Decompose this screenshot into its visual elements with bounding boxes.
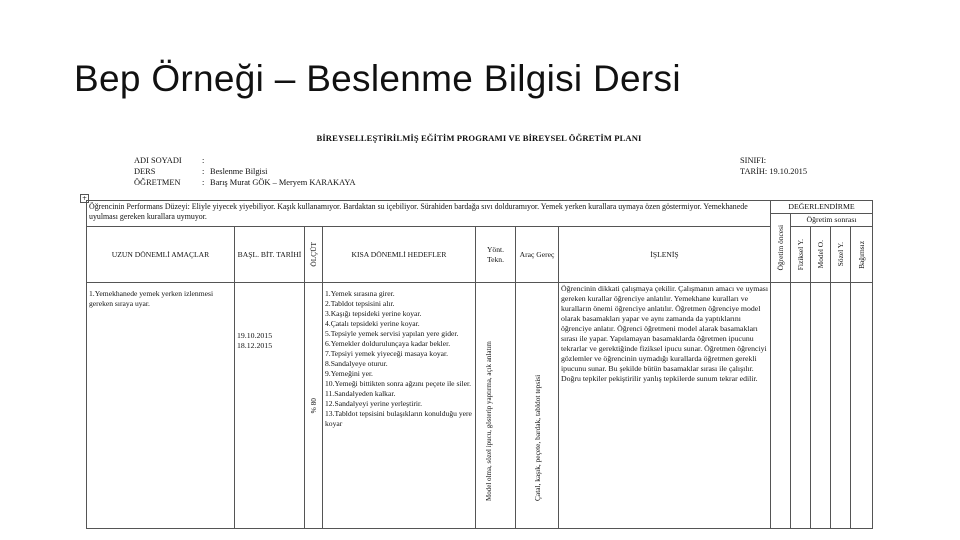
end-date: 18.12.2015: [237, 341, 273, 350]
info-row-course: DERS : Beslenme Bilgisi: [134, 167, 268, 176]
date-range-cell: [235, 283, 305, 529]
eval-after-header: Öğretim sonrası: [791, 214, 873, 227]
list-item: 1.Yemek sırasına girer.: [325, 289, 395, 298]
document-heading: BİREYSELLEŞTİRİLMİŞ EĞİTİM PROGRAMI VE BİREYSEL ÖĞRETİM PLANI: [316, 133, 642, 143]
list-item: 6.Yemekler doldurulunçaya kadar bekler.: [325, 339, 451, 348]
student-info: [134, 155, 356, 188]
list-item: 11.Sandalyeden kalkar.: [325, 389, 396, 398]
tools-cell: Çatal, kaşık, peçete, bardak, tabldot tepsisi: [516, 283, 559, 529]
header-long-term: UZUN DÖNEMLİ AMAÇLAR: [87, 227, 235, 283]
list-item: 3.Kaşığı tepsideki yerine koyar.: [325, 309, 422, 318]
eval-physical-cell: [791, 283, 811, 529]
eval-verbal-header: Sözel Y.: [831, 227, 851, 283]
class-label: SINIFI:: [740, 156, 767, 165]
bep-document: [81, 128, 874, 501]
measure-cell: % 80: [305, 283, 323, 529]
eval-model-header: Model O.: [811, 227, 831, 283]
list-item: 8.Sandalyeye oturur.: [325, 359, 388, 368]
eval-physical-header: Fiziksel Y.: [791, 227, 811, 283]
header-process: İŞLENİŞ: [559, 227, 771, 283]
list-item: 12.Sandalyeyi yerine yerleştirir.: [325, 399, 423, 408]
eval-independent-header: Bağımsız: [851, 227, 873, 283]
slide-title: Bep Örneği – Beslenme Bilgisi Dersi: [74, 58, 681, 99]
plan-table: [86, 200, 873, 529]
eval-model-cell: [811, 283, 831, 529]
list-item: 4.Çatalı tepsideki yerine koyar.: [325, 319, 420, 328]
list-item: 9.Yemeğini yer.: [325, 369, 373, 378]
header-short-term: KISA DÖNEMLİ HEDEFLER: [323, 227, 476, 283]
method-cell: Model olma, sözel ipucu, gösterip yaptırma, açık anlatım: [476, 283, 516, 529]
info-row-teacher: ÖĞRETMEN : Barış Murat GÖK – Meryem KARAKAYA: [134, 178, 356, 187]
list-item: 5.Tepsiyle yemek servisi yapılan yere gider.: [325, 329, 459, 338]
long-term-goal: 1.Yemekhanede yemek yerken izlenmesi gereken sıraya uyar.: [87, 283, 235, 529]
eval-before-header: Öğretim öncesi: [771, 214, 791, 283]
performance-level: Öğrencinin Performans Düzeyi: Eliyle yiyecek yiyebiliyor. Kaşık kullanamıyor. Bardaktan su içebiliyor. Sürahiden bardağa sıvı dolduramıyor. Yemek yerken kurallara uymaya özen göstermiyor. Yemekhanede uyulması gereken kurallara uymuyor.: [87, 201, 771, 227]
evaluation-title: DEĞERLENDİRME: [771, 201, 873, 214]
short-term-goals: [323, 283, 476, 529]
list-item: 2.Tabldot tepsisini alır.: [325, 299, 395, 308]
eval-independent-cell: [851, 283, 873, 529]
class-date-info: [740, 155, 807, 177]
list-item: 10.Yemeği bittikten sonra ağzını peçete ile siler.: [325, 379, 472, 388]
info-row-name: ADI SOYADI :: [134, 156, 205, 165]
header-measure: ÖLÇÜT: [305, 227, 323, 283]
process-cell: Öğrencinin dikkati çalışmaya çekilir. Çalışmanın amacı ve uyması gereken kurallar öğrenciye anlatılır. Yemekhane kuralları ve kuralların önemi öğrenciye anlatılır. Öğretmen öğrenciye model olarak basamakları yapar ve aynı zamanda da yaptıklarını öğrenciye anlatır. Öğrenci öğretmeni model alarak basamakları sırası ile yapar. Yapılamayan basamaklarda öğretmen ipucunu tekrarlar ve gerektiğinde fiziksel ipucu sunar. Öğretmen öğrenciyi gözlemler ve öğrencinin uymadığı kurallarda öğretmen gerekli ipucunu sunar. Bu şekilde bütün basamaklar sırası ile çalışılır. Doğru tepkiler pekiştirilir yanlış tepkilerde sunum tekrar edilir.: [559, 283, 771, 529]
header-tools: Araç Gereç: [516, 227, 559, 283]
list-item: 7.Tepsiyi yemek yiyeceği masaya koyar.: [325, 349, 449, 358]
start-date: 19.10.2015: [237, 331, 273, 340]
eval-before-cell: [771, 283, 791, 529]
header-method: Yönt. Tekn.: [476, 227, 516, 283]
header-dates: BAŞL. BİT. TARİHİ: [235, 227, 305, 283]
list-item: 13.Tabldot tepsisini bulaşıkların konulduğu yere koyar: [325, 409, 472, 428]
table-move-handle-icon: +: [81, 195, 88, 202]
eval-verbal-cell: [831, 283, 851, 529]
date-label: TARİH: 19.10.2015: [740, 167, 808, 176]
